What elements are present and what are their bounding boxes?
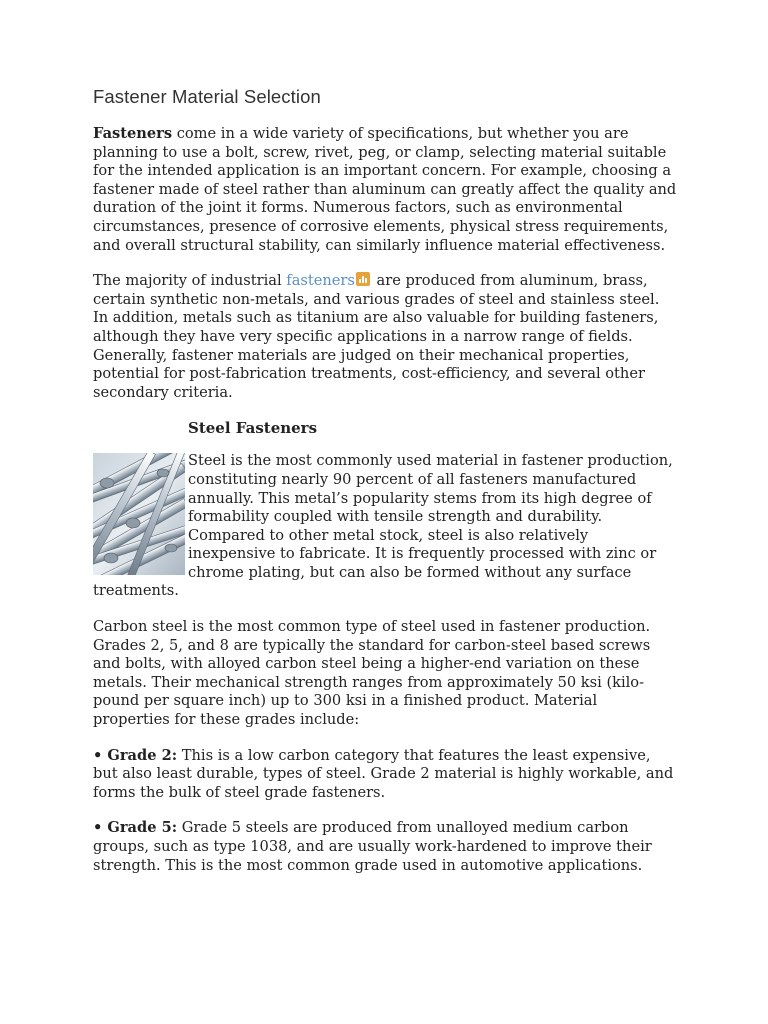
majority-before: The majority of industrial [93, 272, 287, 290]
steel-fasteners-image [93, 453, 185, 575]
grade5-item [93, 819, 678, 875]
grade2-text: This is a low carbon category that features the least expensive, but also least durable, types of steel. Grade 2 material is highly workable, and forms the bulk of steel grade fasteners. [93, 746, 674, 801]
grade5-text: Grade 5 steels are produced from unalloyed medium carbon groups, such as type 1038, and are usually work-hardened to improve their strength. This is the most common grade used in automotive applications. [93, 819, 652, 874]
page-title: Fastener Material Selection [93, 86, 321, 107]
chart-icon[interactable] [356, 272, 370, 286]
grade2-label: • Grade 2: [93, 746, 178, 764]
majority-paragraph [93, 272, 678, 402]
carbon-paragraph: Carbon steel is the most common type of steel used in fastener production. Grades 2, 5, and 8 are typically the standard for carbon-steel based screws and bolts, with alloyed carbon steel being a higher-end variation on these metals. Their mechanical strength ranges from approximately 50 ksi (kilo-pound per square inch) up to 300 ksi in a finished product. Material properties for these grades include: [93, 618, 651, 729]
steel-paragraph: Steel is the most commonly used material in fastener production, constituting nearly 90 percent of all fasteners manufactured annually. This metal’s popularity stems from its high degree of formability coupled with tensile strength and durability. Compared to other metal stock, steel is also relatively inexpensive to fabricate. It is frequently processed with zinc or chrome plating, but can also be formed without any surface treatments. [93, 452, 673, 600]
majority-after: are produced from aluminum, brass, certain synthetic non-metals, and various grades of steel and stainless steel. In addition, metals such as titanium are also valuable for building fasteners, although they have very specific applications in a narrow range of fields. Generally, fastener materials are judged on their mechanical properties, potential for post-fabrication treatments, cost-efficiency, and several other secondary criteria. [93, 272, 660, 401]
grade5-label: • Grade 5: [93, 819, 178, 837]
fasteners-link[interactable]: fasteners [286, 272, 355, 290]
document-page [93, 86, 678, 892]
intro-paragraph [93, 125, 678, 255]
steel-heading: Steel Fasteners [188, 419, 318, 438]
grade2-item [93, 747, 678, 803]
intro-text: come in a wide variety of specifications, but whether you are planning to use a bolt, screw, rivet, peg, or clamp, selecting material suitable for the intended application is an important concern. For example, choosing a fastener made of steel rather than aluminum can greatly affect the quality and duration of the joint it forms. Numerous factors, such as environmental circumstances, presence of corrosive elements, physical stress requirements, and overall structural stability, can similarly influence material effectiveness. [93, 125, 677, 254]
intro-lead: Fasteners [93, 125, 173, 142]
